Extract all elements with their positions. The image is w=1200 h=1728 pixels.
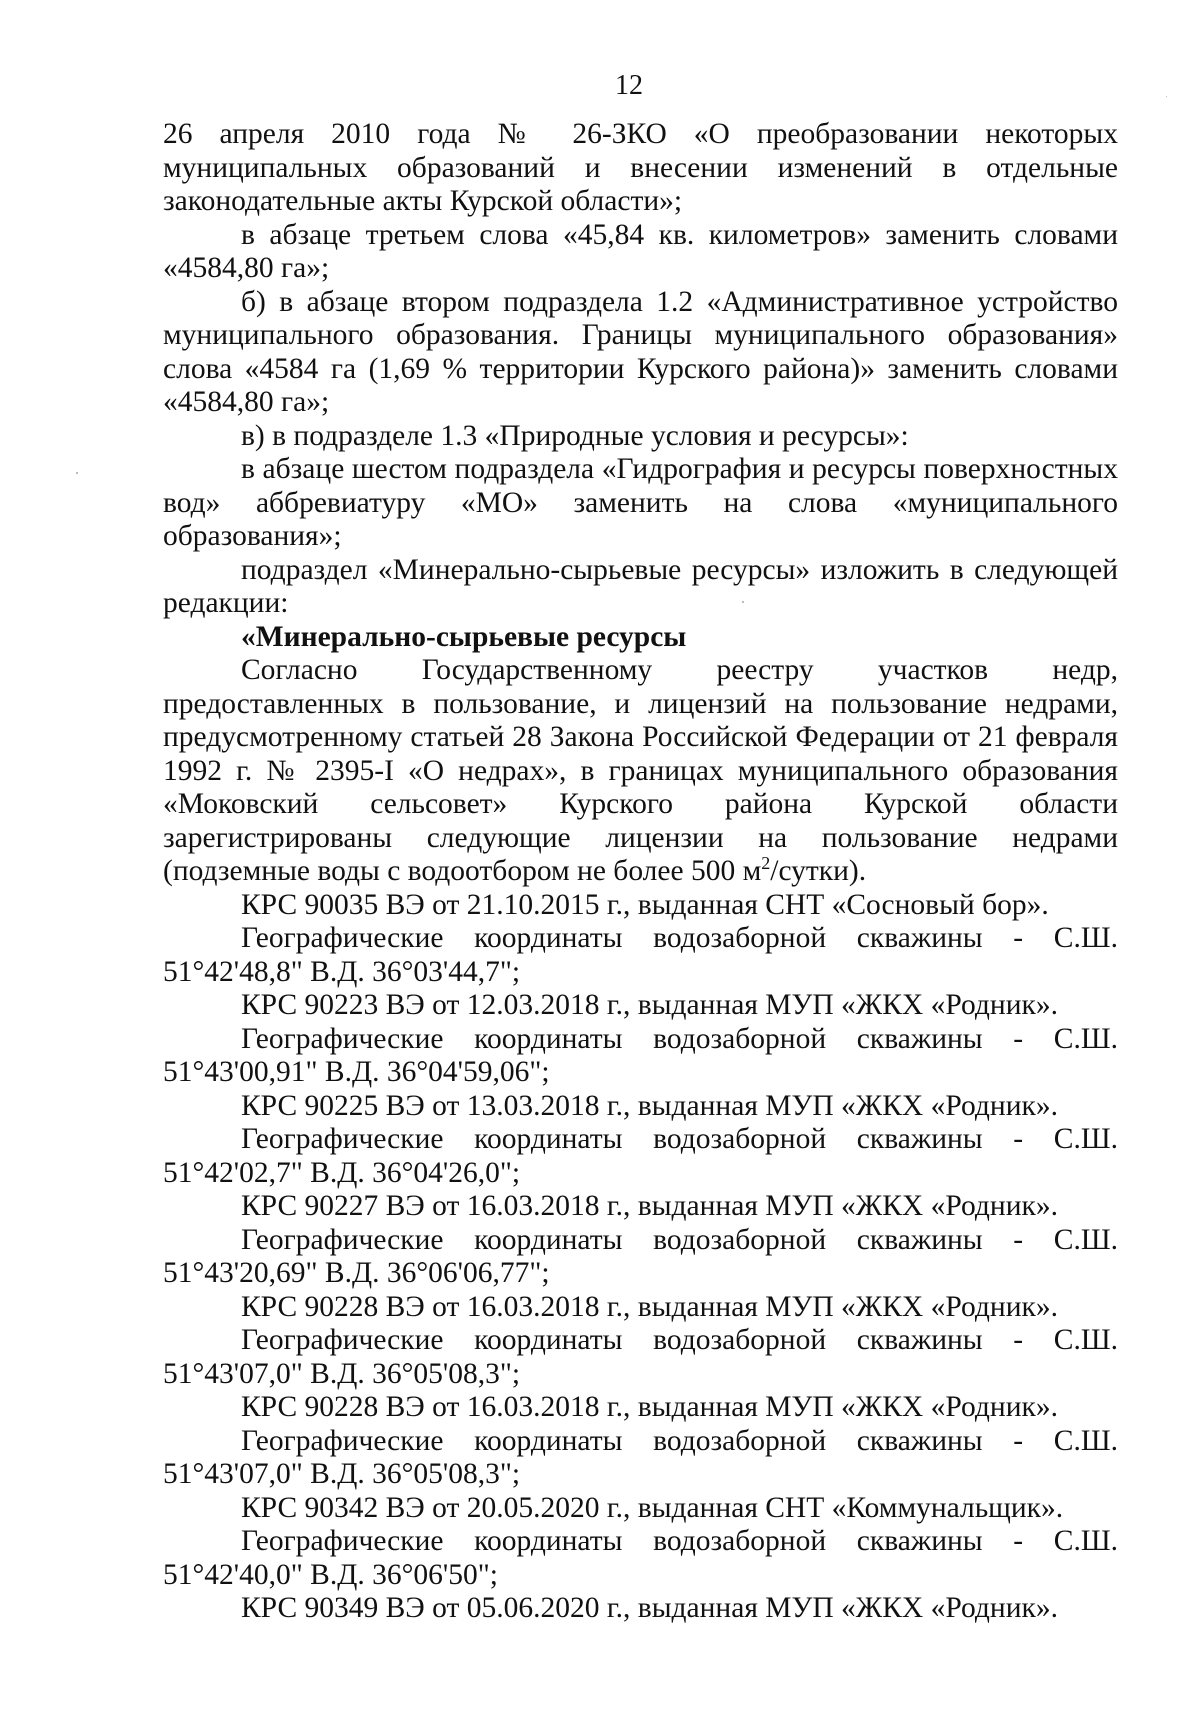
paragraph-registry	[163, 654, 1118, 889]
license-coordinates	[163, 1525, 1118, 1592]
coordinates-value: 51°43'20,69" В.Д. 36°06'06,77";	[163, 1257, 550, 1289]
license-coordinates	[163, 1425, 1118, 1492]
coordinates-label: Географические координаты водозаборной скважины - С.Ш.	[241, 1223, 1118, 1256]
registry-text-end: /сутки).	[770, 855, 867, 887]
coordinates-value: 51°42'40,0" В.Д. 36°06'50";	[163, 1558, 498, 1591]
license-line: КРС 90228 ВЭ от 16.03.2018 г., выданная МУП «ЖКХ «Родник».	[241, 1290, 1058, 1323]
coordinates-label: Географические координаты водозаборной скважины - С.Ш.	[241, 1123, 1118, 1155]
paragraph-area-change: в абзаце третьем слова «45,84 кв. километров» заменить словами «4584,80 га»;	[163, 218, 1118, 284]
license-list	[163, 889, 1118, 1626]
license-coordinates	[163, 1023, 1118, 1090]
coordinates-label: Географические координаты водозаборной скважины - С.Ш.	[241, 1022, 1118, 1055]
license-line: КРС 90035 ВЭ от 21.10.2015 г., выданная СНТ «Сосновый бор».	[241, 888, 1049, 921]
page-number: 12	[615, 70, 643, 101]
coordinates-value: 51°42'02,7" В.Д. 36°04'26,0";	[163, 1156, 521, 1189]
license-coordinates	[163, 1324, 1118, 1391]
coordinates-label: Географические координаты водозаборной скважины - С.Ш.	[241, 1525, 1118, 1557]
coordinates-value: 51°43'07,0" В.Д. 36°05'08,3";	[163, 1357, 521, 1390]
scan-artifact	[742, 601, 744, 603]
paragraph-b: б) в абзаце втором подраздела 1.2 «Административное устройство муниципального образования. Границы муниципального образования» слова «4584 га (1,69 % территории Курского района)» заменить словами «4584,80 га»;	[163, 285, 1118, 418]
paragraph-mineral-subsection: подраздел «Минерально-сырьевые ресурсы» изложить в следующей редакции:	[163, 553, 1118, 619]
license-coordinates	[163, 922, 1118, 989]
license-line: КРС 90342 ВЭ от 20.05.2020 г., выданная СНТ «Коммунальщик».	[241, 1491, 1064, 1524]
superscript-2: 2	[761, 853, 771, 874]
registry-text: Согласно Государственному реестру участков недр, предоставленных в пользование, и лицензий на пользование недрами, предусмотренному статьей 28 Закона Российской Федерации от 21 февраля 1992 г. № 2395-I «О недрах», в границах муниципального образования «Моковский сельсовет» Курского района Курской области зарегистрированы следующие лицензии на пользование недрами (подземные воды с водоотбором не более 500 м	[163, 654, 1118, 887]
license-line-last: КРС 90349 ВЭ от 05.06.2020 г., выданная МУП «ЖКХ «Родник».	[241, 1592, 1058, 1624]
license-line: КРС 90225 ВЭ от 13.03.2018 г., выданная МУП «ЖКХ «Родник».	[241, 1089, 1058, 1122]
coordinates-label: Географические координаты водозаборной скважины - С.Ш.	[241, 1424, 1118, 1457]
paragraph-v: в) в подразделе 1.3 «Природные условия и ресурсы»:	[241, 419, 909, 452]
intro-paragraph: 26 апреля 2010 года № 26-ЗКО «О преобразовании некоторых муниципальных образований и внесении изменений в отдельные законодательные акты Курской области»;	[163, 118, 1118, 217]
coordinates-label: Географические координаты водозаборной скважины - С.Ш.	[241, 922, 1118, 954]
coordinates-value: 51°42'48,8" В.Д. 36°03'44,7";	[163, 955, 521, 988]
scan-artifact	[76, 472, 78, 474]
license-line: КРС 90228 ВЭ от 16.03.2018 г., выданная МУП «ЖКХ «Родник».	[241, 1391, 1058, 1423]
scan-artifact	[1166, 96, 1167, 97]
coordinates-label: Географические координаты водозаборной скважины - С.Ш.	[241, 1324, 1118, 1356]
license-line: КРС 90223 ВЭ от 12.03.2018 г., выданная МУП «ЖКХ «Родник».	[241, 989, 1058, 1021]
coordinates-value: 51°43'07,0" В.Д. 36°05'08,3";	[163, 1458, 521, 1490]
paragraph-hydrography: в абзаце шестом подраздела «Гидрография и ресурсы поверхностных вод» аббревиатуру «МО» заменить на слова «муниципального образования»;	[163, 453, 1118, 552]
coordinates-value: 51°43'00,91" В.Д. 36°04'59,06";	[163, 1056, 550, 1088]
license-line: КРС 90227 ВЭ от 16.03.2018 г., выданная МУП «ЖКХ «Родник».	[241, 1190, 1058, 1222]
license-coordinates	[163, 1224, 1118, 1291]
document-body	[163, 118, 1118, 1626]
license-coordinates	[163, 1123, 1118, 1190]
section-heading: «Минерально-сырьевые ресурсы	[241, 620, 687, 653]
